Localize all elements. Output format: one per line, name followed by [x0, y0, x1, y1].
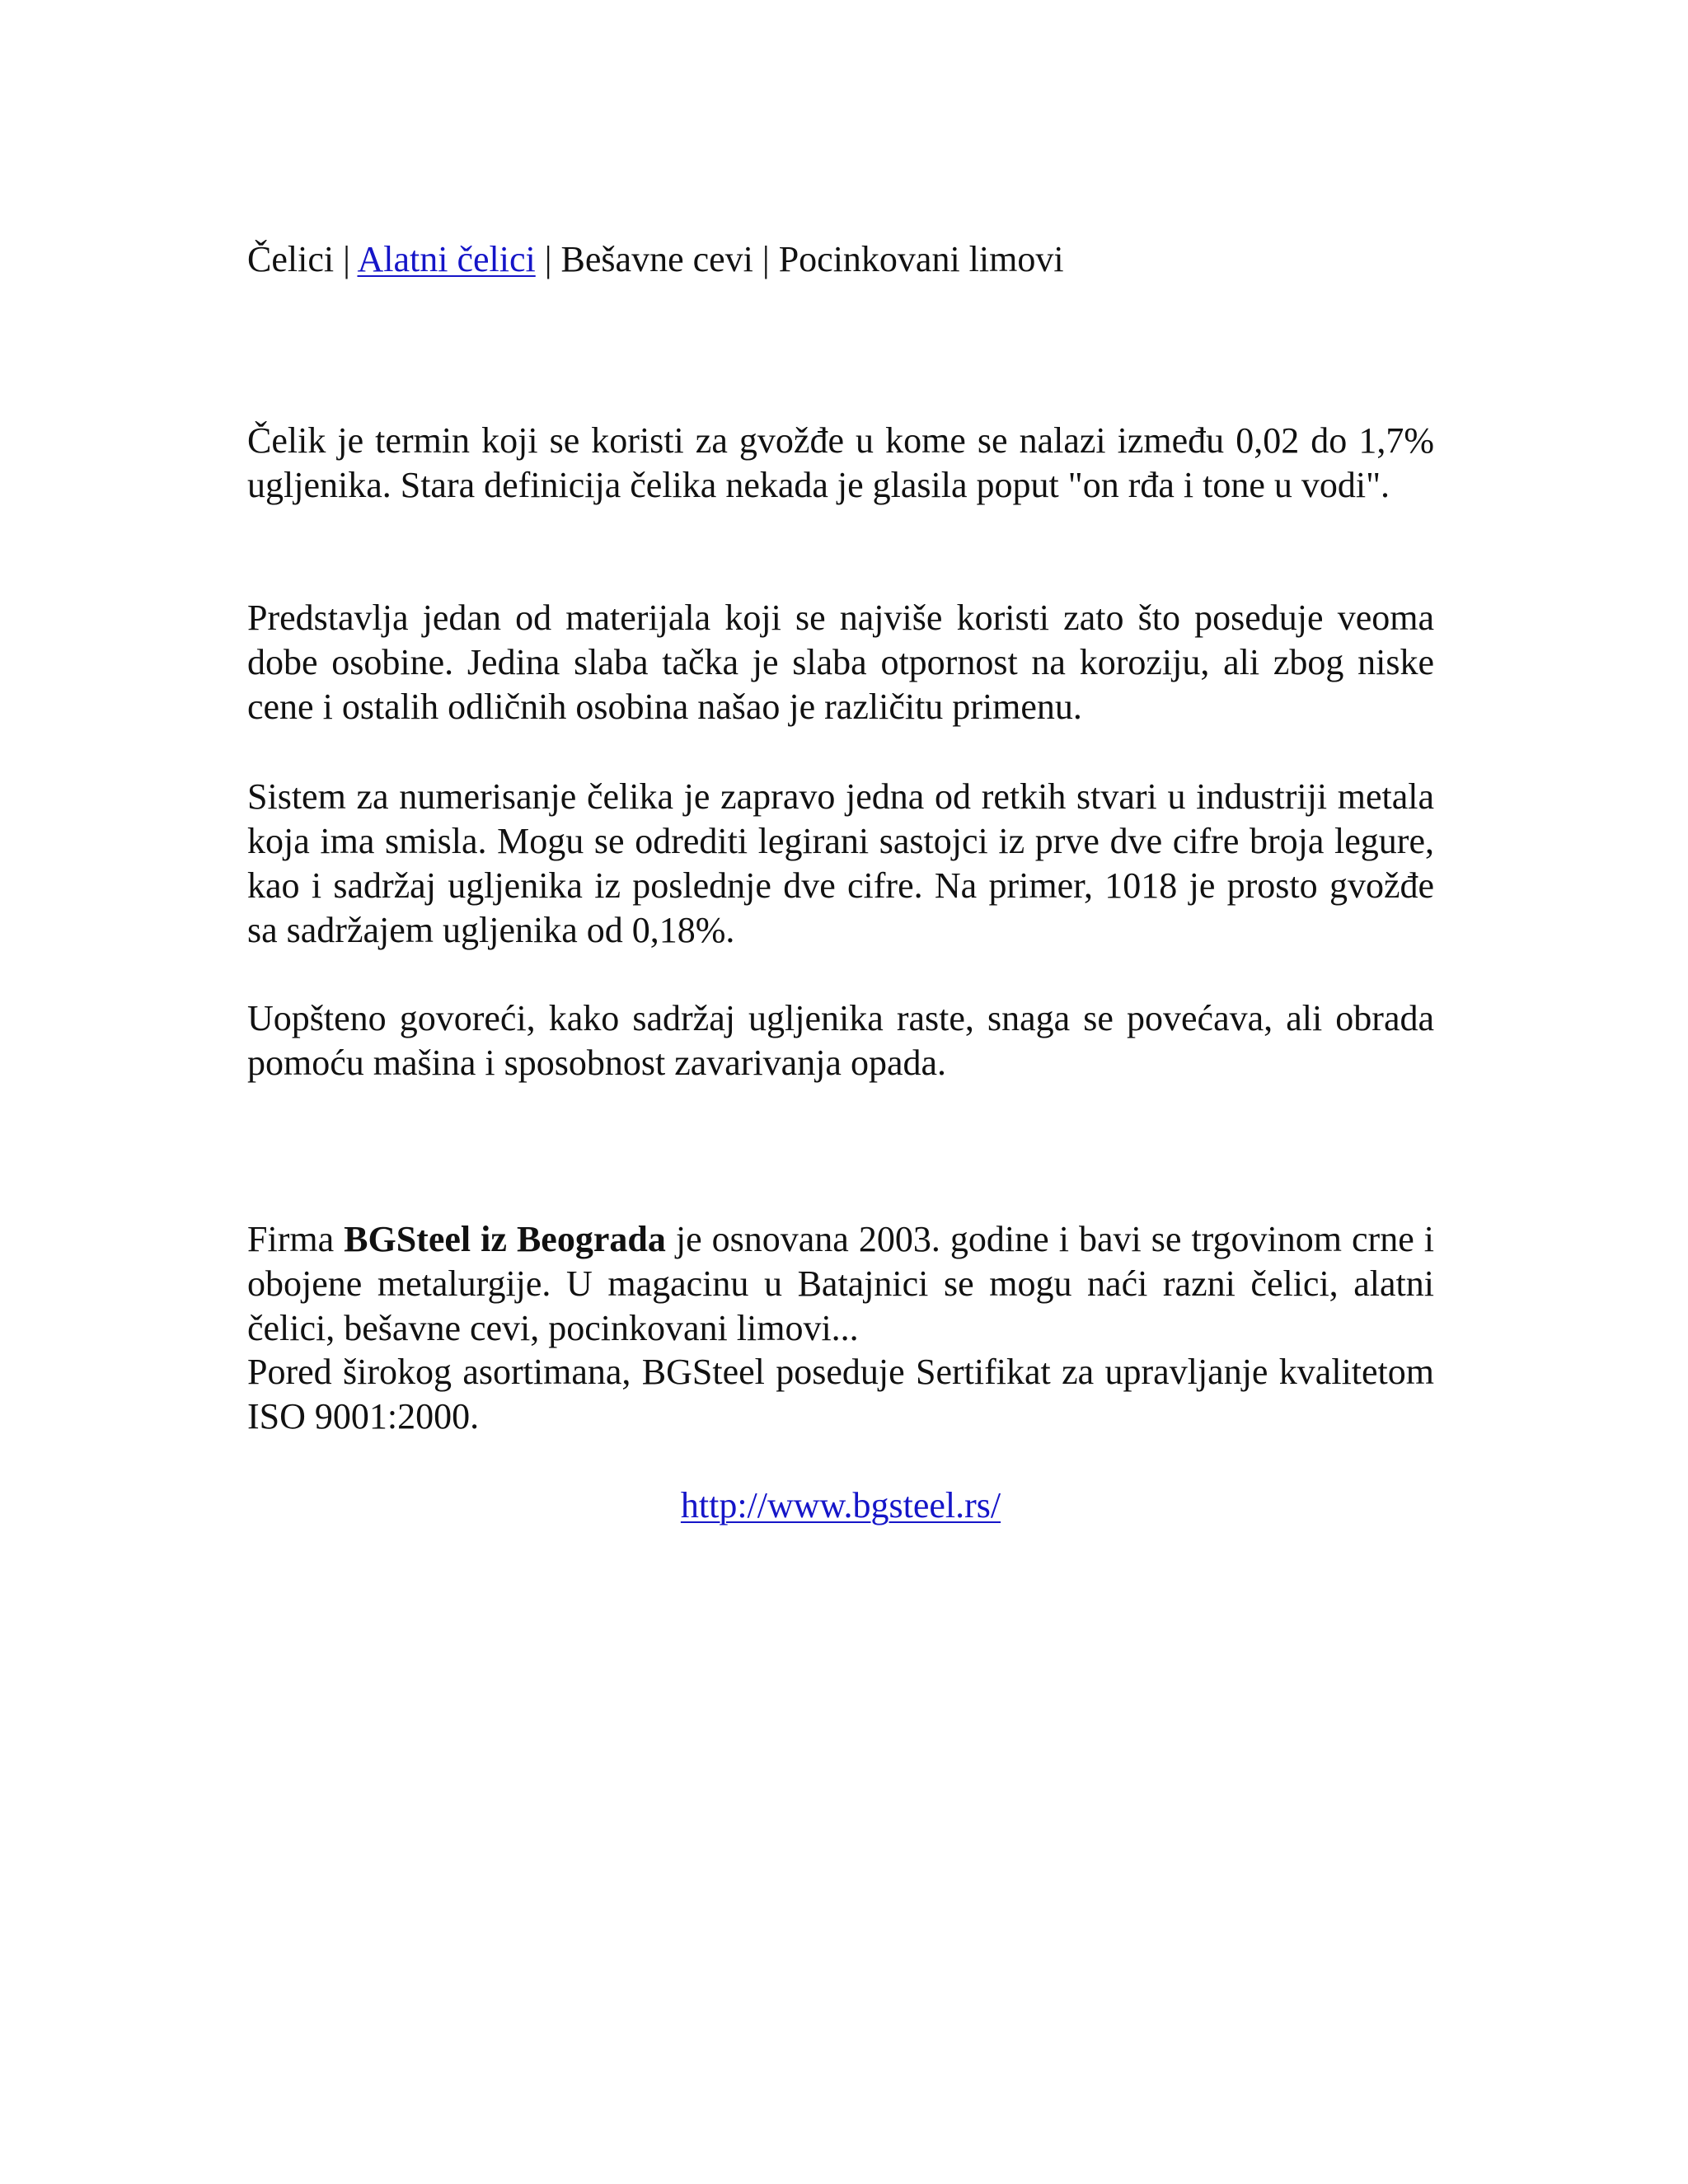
category-nav [247, 237, 1064, 282]
company-prefix: Firma [247, 1219, 345, 1259]
nav-separator: | [334, 239, 358, 279]
paragraph-numbering-system: Sistem za numerisanje čelika je zapravo jedna od retkih stvari u industriji metala koja ima smisla. Mogu se odrediti legirani sastojci iz prve dve cifre broja legure, kao i sadržaj ugljenika iz poslednje dve cifre. Na primer, 1018 je prosto gvožđe sa sadržajem ugljenika od 0,18%. [247, 776, 1434, 950]
company-description: je osnovana 2003. godine i bavi se trgovinom crne i obojene metalurgije. U magacinu u Batajnici se mogu naći razni čelici, alatni čelici, bešavne cevi, pocinkovani limovi... [247, 1219, 1434, 1348]
nav-separator: | [535, 239, 561, 279]
paragraph-company-info [247, 1217, 1434, 1351]
company-name: BGSteel iz Beograda [344, 1219, 666, 1259]
paragraph-steel-definition: Čelik je termin koji se koristi za gvožđe u kome se nalazi između 0,02 do 1,7% ugljenika. Stara definicija čelika nekada je glasila poput "on rđa i tone u vodi". [247, 420, 1434, 505]
website-link[interactable]: http://www.bgsteel.rs/ [680, 1485, 1001, 1526]
website-link-line [247, 1483, 1434, 1528]
nav-link-alatni-celici[interactable]: Alatni čelici [357, 239, 536, 279]
paragraph-certificate: Pored širokog asortimana, BGSteel poseduje Sertifikat za upravljanje kvalitetom ISO 9001:2000. [247, 1352, 1434, 1436]
nav-item-celici: Čelici [247, 239, 335, 279]
nav-separator: | [753, 239, 779, 279]
nav-item-besavne-cevi: Bešavne cevi [560, 239, 753, 279]
paragraph-carbon-content: Uopšteno govoreći, kako sadržaj ugljenika raste, snaga se povećava, ali obrada pomoću mašina i sposobnost zavarivanja opada. [247, 998, 1434, 1083]
paragraph-steel-properties: Predstavlja jedan od materijala koji se najviše koristi zato što poseduje veoma dobe osobine. Jedina slaba tačka je slaba otpornost na koroziju, ali zbog niske cene i ostalih odličnih osobina našao je različitu primenu. [247, 598, 1434, 727]
nav-item-pocinkovani-limovi: Pocinkovani limovi [778, 239, 1064, 279]
